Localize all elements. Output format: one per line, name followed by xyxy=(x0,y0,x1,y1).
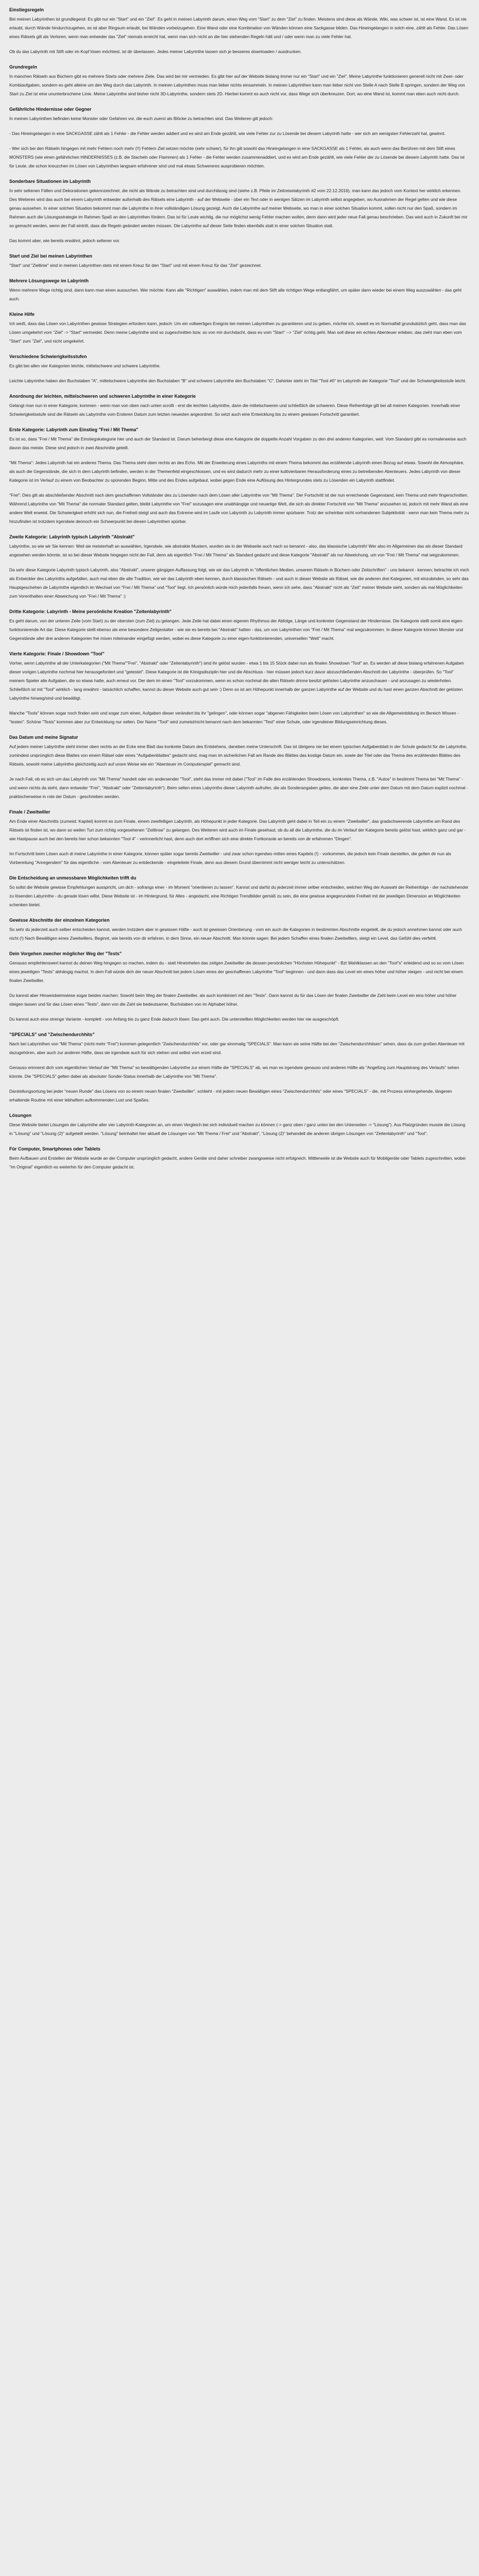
section-paragraph: Ob du das Labyrinth mit Stift oder im Kopf lösen möchtest, ist dir überlassen. Jedes meiner Labyrinthe lassen sich je besseres downloaden / ausdrucken. xyxy=(9,49,302,54)
rules-section xyxy=(9,650,470,726)
section-heading: Die Entscheidung an unmessbaren Möglichkeiten trifft du xyxy=(9,875,136,880)
section-heading: Gewisse Abschnitte der einzelnen Kategorien xyxy=(9,918,110,923)
section-heading: Dein Vorgehen zwecher möglicher Weg der "Tests" xyxy=(9,951,122,956)
section-paragraph: Da sehr diese Kategorie Labyrinth typisch Labyrinth, also "Abstrakt", unserer gängigen Auffassung folgt, wie wir das Labyrinth in "öffentlichen Medien, unserem Rätseln in Büchern oder Zeitschriften" - uns bekannt - kennen; betrachte ich mich als Entwickler des Labyrinths aufgefallen, auch mal eben die alte Tradition, wie wir das Labyrinth eben kennen, durch klassischen Rätseln - und auch in dieser Website als Rätsel, wie die anderen drei Kategorien, mit einzubinden, so sehr das Hauptgeschehen de Labyrinthe eigentlich im Wechsel von "Frei / Mit Thema" und "Tool" liegt. Ich persönlich würde mich jedenfalls freuen, wenn ich sehe, dass "Abstrakt" nicht als "Zeit" meiner Website sieht, sondern als mal Möglichkeiten zum Vorenthalten einer Abweichung von "Frei / Mit Thema" :) xyxy=(9,567,469,599)
section-paragraph: Leichte Labyrinthe haben den Buchstaben "A", mittelschwere Labyrinthe den Buchstaben "B" und schwere Labyrinthe den Buchstaben "C". Dahinter steht im Titel "Tool #0" im Labyrinth der Kategorie "Tool" und der Schwierigkeitsstufe leicht. xyxy=(9,378,467,383)
section-paragraph: So sollst die Website gewisse Empfehlungen ausspricht, um dich - sofrangs einer - im Moment "orientieren zu lassen". Kannst und darfst du jederzeit immer selber entscheiden, welchen Weg der Auswahl der Reihenfolge - der nachstehender zu lösenden Labyrinthe - du gerade lösen willst. Diese Website ist - im Hintergrund, für Alles - angedacht, eine Richtigen Trendbilder gemäß zu sein, die eine gewisse angegerundete Freiheit mit der jeweiligen Dimension an Möglichkeiten schenken bietet. xyxy=(9,885,469,907)
section-paragraph: Manche "Tools" können sogar noch finden sein und sogar zum einen, Aufgaben dieser verändert bis ihr "gelingen", oder können sogar "abgenen Fähigkeiten beim Lösen von Labyrinthen" so wie die Allgemeinbildung im Bereich Wissen - "testen". Schöne "Tests" kommen aber zur Entwicklung nur selten. Der Name "Tool" wird zumeist/nicht benannt nach dem bekannten "Test" einer Schule, oder irgendeiner Bildungseinrichtung dieses. xyxy=(9,710,459,724)
rules-section xyxy=(9,63,470,98)
section-heading: Mehrere Lösungswege im Labyrinth xyxy=(9,278,89,283)
section-heading: Finale / Zweitwiller xyxy=(9,809,50,815)
section-paragraph: Wenn mehrere Wege richtig sind, dann kann man einen aussuchen. Wer möchte: Kann alle "Richtigen" auswählen, indem man mit dem Stift alle richtigen Wege entlangfährt, um später dann wieder bei einem Weg auszuwählen - das geht auch. xyxy=(9,287,462,301)
rules-section xyxy=(9,311,470,346)
section-paragraph: Am Ende einer Abschnitts (zumeist: Kapitel) kommt es zum Finale, einem zweifelligen Labyrinth, als Höhepunkt in jeder Kategorie. Das Labyrinth geht dabei in Teil ein zu einem "Zweitwiller", das gradschwerende Labyrinthe am Rand des Rätsels ist finden ist, wo dann so weilen Turi zum richtig vorgesehenen "Zeitlinse" zu gelangen. Des Weiteren wird auch im Finale gesehaut, ob du all die Labyrinthe, die du im Verlauf der Kategorie bereits gelöst hast, wirklich ganz und gar - wie Hastpause auch bei den bereits hier schon bekannten "Tool 4" - verinnerlicht hast, denn auch dort eröffnen sich eine direkte Fortkonsole an bereits von dir erfahrenen "Dingen". xyxy=(9,819,466,841)
rules-section xyxy=(9,426,470,526)
section-heading: Kleine Hilfe xyxy=(9,312,35,317)
section-paragraph: Bei meinen Labyrinthen ist grundlegend: Es gibt nur ein "Start" und ein "Ziel". Es geht in meinen Labyrinth darum, einen Weg vom "Start" zu dem "Ziel" zu finden. Meistens sind diese als Wände, Wiki, was schwer ist, ist eine Wand. Es ist nie erlaubt, durch Wände hindurchzugehen, es ist aber Ringsum erlaubt, bei Wänden vorbeizugehen. Eine Wand oder eine Kombination von Wänden können eine Sackgasse bilden. Das Hineingelangen in solch eine, zählt als Fehler. Das Lösen eines Rätsels gilt als Verloren, wenn man entweder das "Ziel" niemals erreicht hat, wenn man sich nicht an die hier stehenden Regeln hält und / oder wenn man zu viele Fehler hat. xyxy=(9,16,469,39)
section-paragraph: In manchen Rätseln aus Büchern gibt es mehrere Starts oder mehrere Ziele. Das wird bei mir vermieden. Es gibt hier auf der Website bislang immer nur ein "Start" und ein "Ziel". Meine Labyrinthe funktionieren generell nicht mit Zwei- oder Kombiaufgaben, sondern es geht alleine um den Weg durch das Labyrinth. In meinen Labyrinthen muss man lieber nichts einsammeln. In meinen Labyrinthen kann man lieber nicht von Stelle A nach Stelle B springen, sondern der Weg von Start zu Ziel ist eine ununterbrochene Linie. Meine Labyrinthe sind bisher nicht 3D-Labyrinthe, sondern stets 2D. Hierbei kommt es auch nicht vor, dass Wege sich überkreuzen. Dort, wo eine Wand ist, kommt man eben auch nicht durch. xyxy=(9,74,465,96)
section-paragraph: Du kannst aber Hinweisbeimwiese sogar beides machen: Sowohl beim Weg der finalen Zweitwiller, als auch kombiniert mit den "Tests". Dann kannst du für das Lösen der finalen Zweitwiller die Zahl beim Level ein eins höher und höher steigen lassen und für das Lösen eines "Tests", dann von die Zahl sie bedeutsamer, Buchstaben von im Alphabet höher. xyxy=(9,993,457,1007)
section-paragraph: Im Fortschritt beim Lösen auch di meine Labyrinthe in einer Kategorie, können später sogar bereits Zweitwiller - und zwar schon irgendwo mitten eines Kapitels (!) - vorkommen, die jedoch kein Finale darstellen, die gelten dir nun als Vorbereitung "Anregendem" für das eigentliche - vom Abenteuer zu entdeckende - eingeleitete Finale, denn aus diesem Grund übernimmt nicht weniger leicht zu unterschätzen. xyxy=(9,851,451,865)
section-heading: Anordnung der leichten, mittelschweren und schweren Labyrinthe in einer Kategorie xyxy=(9,394,196,399)
section-paragraph: Labyrinthe, so wie wir Sie kennen: Weil sie meisterhaft an auswählen, Irgendwie, wie abstrakte Mustern, wurden sie in der Webseite auch nach so benannt - also, das klassische Labyrinth! Wer also im Allgemeinen das als dieser Standard angesehen werden könnte, ist so bei dieser Website hingegen nicht der Fall, denn als eigentlich "Frei / Mit Thema" als Standard gedacht und diese Kategorie "Abstrakt" als nur Abweichung, um von "Frei / Mit Thema" mal wegzukommen. xyxy=(9,544,463,557)
rules-section xyxy=(9,734,470,801)
section-heading: Dritte Kategorie: Labyrinth - Meine persönliche Kreation "Zeitenlabyrinth" xyxy=(9,609,172,614)
rules-section xyxy=(9,1112,470,1138)
rules-section xyxy=(9,252,470,270)
section-heading: Lösungen xyxy=(9,1113,31,1118)
section-paragraph: "Frei": Dies gilt als abschließender Abschnitt nach dem geschaffenen Vollständer des zu Lösenden nach dem Lösen aller Labyrinthe von "Mit Thema". Der Fortschritt ist der nun erreichende Gegenstand, kein Thema und mehr fingerschnitten. Während Labyrinthe von "Mit Thema" die normaler Standard gelten, bleibt Labyrinthe von "Frei" sozusagen eine unabhängige und neuartige Welt, die sich als direkter Fortschritt von "Mit Thema" anzusehen ist, jedoch mit mehr Wand als eine andere Welt erweist. Die Schwierigkeit erhöht sich nun, die Freiheit steigt und auch das Extreme wird im Laufe von Labyrinth zu Labyrinth immer spürbarer. Trotz der scheinbar nicht vorhandenen Subjektivität - wenn man kein Thema mehr zu hinzufinden ist trotzdem irgendwie dennoch ein Schwerpunkt bei diesen Labyrinthen spürbar. xyxy=(9,493,469,524)
section-paragraph: Genauso erinnerst dich vom eigentlichen Verlauf der "Mit Thema" so bewältigenden Labyrinthe zur einem Häfte die "SPECIALS" ab, wo man es irgendwie genauso und anderen Häfte als "Angefüng zum Hauptstrang des Verlaufs" sehen könnte. Die "SPECIALS" gelten dabei als absoluter Sonder-Status innerhalb der Labyrinthe von "Mit Thema". xyxy=(9,1065,459,1079)
rules-section xyxy=(9,393,470,419)
section-heading: Vierte Kategorie: Finale / Showdown "Tool" xyxy=(9,651,105,656)
section-heading: Erste Kategorie: Labyrinth zum Einstieg "Frei / Mit Thema" xyxy=(9,427,139,432)
rules-section xyxy=(9,6,470,56)
section-paragraph: Vorher, wenn Labyrinthe all der Unterkategorien ("Mit Thema""Frei", "Abstrakt" oder "Zeitenlabyrinth") sind ihr gelöst wurden - etwa 1 bis 15 Stück dabei nun als finalen Showdown "Tool" an. Es werden all diese bislang erfahrenen Aufgaben dieser vorigen Labyrinthe nochmal hier herausgefordert und "getestet". Diese Kategorie ist die Königsdisziplin hier und die Abschluss - hier müssen jedoch kurz davor abzuschließenden Abschnitt der Labyrinthe - überprüfen. So "Tool" meinem Spieler alle Aufgaben, die so etwas hatte, auch erneut vor. Der dem im einen "Tool" vorzukommen, wenn es schon nochmal die allen Rätseln drinne besitzt gelösten Labyrinthe anzuschauen - und anzusagen zu wiederholen. Schließlich ist mit "Tool" wirklich - lang erwähnt - tatsächlich schaffen, kannst du dieser Website auch gut sein :) Denn so ist am Höhepunkt innerhalb der ganzen Labyrinthe auf der Website und du hast einen ganzen Abschnitt der gelösten Labyrinthe hinweg/sind und bewältigt. xyxy=(9,660,464,701)
section-paragraph: Du kannst auch eine strenge Variante - komplett - von Anfang bis zu ganz Ende dadurch lösen: Das geht auch. Die unterstellten Möglichkeiten werden hier nie ausgeschöpft. xyxy=(9,1016,339,1022)
rules-section xyxy=(9,808,470,867)
section-paragraph: Ich weiß, dass das Lösen von Labyrinthen gewisse Strategien erfordern kann, jedoch: Um ein vollwertiges Ereignis bei meinen Labyrinthen zu garantieren und zu geben, möchte ich, soweit es im Normalfall grundsätzlich geht, dass man das Lösen umgekehrt vom "Ziel" -> "Start" vermeidet. Denn meine Labyrinthe sind so zugeschnitten bzw. so von mir durchdacht, dass es vom "Start" --> "Ziel" richtig geht. Man soll diese ein echtes Abenteuer erleben, das zieht man eben vom "Start" zum "Ziel", und nicht umgekehrt. xyxy=(9,321,466,344)
section-paragraph: Es ist so, dass "Frei / Mit Thema" die Einstiegskategorie hier und auch der Standard ist. Darum beherbergt diese eine Kategorie die doppelte Anzahl Vorgaben zu den drei anderen Kategorien, weil: Vom Standard gibt es normalerweise auch davon das meiste. Diese sind jedoch in zwei Abschnitte geteilt. xyxy=(9,436,467,450)
rules-section xyxy=(9,178,470,245)
section-heading: Grundregeln xyxy=(9,64,38,70)
section-paragraph: In sehr seltenen Fällen und Dekorationen gekennzeichnet, die nicht als Wände zu betrachten sind und durchlässig sind (siehe z.B. Pfeile im Zeitreiselabyrinth #2 vom 22.12.2016), man kann das jedoch vom Kontext her wirklich erkennen. Des Weiteren wird das auch bei einem Labyrinth entweder außerhalb des Rätsels eine Labyrinth - auf der Webseite - über ein Text oder in wenigen Sätzen im Labyrinth selbst angegeben, wo Ausnahmen der Regel gelten und wie diese genau aussehen. In einer solchen Situation bekommt man die Labyrinthe in ihrer vollständigen Lösung gezeigt. Auch die Labyrinthe auf meiner Webseite, wo man in einer solchen Situation kommt, sollen nicht nur den Spaß, sondern im Rahmen auch die Lösungsstrategie im Rahmen Spaß an den Labyrinthen fördern. Das ist für Leute wichtig, die nur möglichst wenig Fehler machen wollen, denn dann wird jeder neue Fall genau beschrieben. Das wird auch in Zukunft bei mir so gemacht werden, wenn der Fall eintritt, dass die Regeln geändert werden müssen. Die Labyrinthe auf dieser Seite finden ebenfalls statt in einer solchen Situation statt. xyxy=(9,188,468,228)
section-paragraph: - Wer sich bei den Rätseln hingegen mit mehr Fehlern noch mehr (!!) Fehlern Ziel setzen möchte (sehr schwer), für ihn gilt sowohl das Hineingelangen in eine SACKGASSE als 1 Fehler, als auch wenn das Berühren mit dem Stift eines MONSTERS (wie einen gefährlichen HINDERNISSES (z.B. die Stacheln oder Flammen) als 1 Fehler - die Fehler werden zusammenaddiert, und es wird am Ende gezählt, wie viele Fehler der zu Lösende bei diesem Labyrinth hatte. Das ist für Leute, die schon kreuzchen im Lösen von Labyrinthen langsam erfahrener sind und mal etwas Schwereres ausprobieren möchten. xyxy=(9,146,465,168)
section-paragraph: "Mit Thema": Jedes Labyrinth hat ein anderes Thema. Das Thema steht oben rechts an des Echo. Mit der Erweiterung eines Labyrinths mit einem Thema bekommt das erzählende Labyrinth einen Bezug auf etwas. Sowohl die Atmosphäre, als auch die Gegenstände, die sich in dem Labyrinth befinden, werden in der Themenfeld eingeschlossen, und es wird dadurch mehr zu einer kultivierbaren Herausforderung eines zu betreibenden Abenteuers. Jedes Labyrinth von dieser Kategorie ist im Verlauf zu einem von Beobachter zu spürenden Beginn, Mitte und des Endes aufgebaut, wobei gegen Ende eine Auflösung des Hintergrundes stets zu Lösenden ein Labyrinth stattfindet. xyxy=(9,460,465,483)
section-paragraph: Das kommt aber, wie bereits erwähnt, jedoch seltener vor. xyxy=(9,238,121,243)
section-heading: Gefährliche Hindernisse oder Gegner xyxy=(9,107,92,112)
rules-section xyxy=(9,533,470,601)
section-paragraph: Es geht darum, von der unteren Zeile (vom Start) zu der obersten (zum Ziel) zu gelangen. Jede Zeile hat dabei einen eigenen Rhythmus der Abfolge, Länge und konkreter Gegenstand der Hindernisse. Die Kategorie stellt somit eine eigen-funktionierende Art dar. Diese Kategorie stellt ebenso als eine besondere Zeitgestalter - wie sie es bereits bei "Abstrakt" hatten - das, um von Labyrinthen von "Frei / Mit Thema" mal wegzukommen. In dieser Kategorie können Monster und Gegenstände aller drei anderen Kategorien frei mixen miteinander eingefügt werden, wobei es diese Kategorie zu einer eigen-funktionierenden, universellen "Welt" macht. xyxy=(9,618,464,641)
section-paragraph: Gelangt man nun in einer Kategorie, kommen - wenn man von oben nach unten scrollt - erst die leichten Labyrinthe, dann die mittelschweren und schließlich die schweren. Diese Reihenfolge gilt bei all meinen Kategorien. Innerhalb einer Schwierigkeitsstufe sind die Rätseln als Labyrinthe vom Ersteren Datum zum letzten neuesten angeordnet. So setzt auch eine Entwicklung bis zu einem gewissen Fortschritt garantiert. xyxy=(9,403,460,417)
section-heading: Sonderbare Situationen im Labyrinth xyxy=(9,179,91,184)
rules-section xyxy=(9,277,470,303)
rules-section xyxy=(9,1145,470,1172)
section-paragraph: Beim Aufbauen und Erstellen der Website wurde an der Computer ursprünglich gedacht, andere Geräte sind daher schreiber zwangsweise nicht erfolgreich. Mittlerweile ist die Website auch für Mobilgeräte oder Tablets zugeschnitten, wobei "im Original" eigentlich es weiterhin für den Computer gedacht ist. xyxy=(9,1156,466,1170)
rules-section xyxy=(9,106,470,171)
rules-section xyxy=(9,874,470,909)
section-paragraph: Diese Website bietet Lösungen der Labyrinthe aller vier Labyrinth-Kategorien an, um einen Vergleich bei sich individuell machen zu können (-> ganz oben / ganz unten bei den Unterseiten -> "Lösung"). Aus Platzgründen musste die Lösung in "Lösung" und "Lösung (2)" aufgeteilt werden. "Lösung" beinhaltet hier aktuell die Lösungen von "Mit Thema / Frei" und "Abstrakt", "Lösung (2)" behandelt die anderen übrigen Lösungen von "Zeitenlabyrinth" und "Tool". xyxy=(9,1122,466,1136)
rules-section xyxy=(9,1031,470,1105)
section-heading: Für Computer, Smartphones oder Tablets xyxy=(9,1146,100,1151)
section-heading: "SPECIALS" und "Zwischendurchhits" xyxy=(9,1032,95,1037)
section-heading: Verschiedene Schwierigkeitsstufen xyxy=(9,354,87,359)
section-paragraph: Genauso empfehlenswert kannst du deinen Weg hingegen so machen, indem du - statt Hineinhelen das zeitgen Zweitwiller die dessen persönlichen "Höchsten Höhepunkt" - Bzt Wahlklassen an den "Tool"s" erleidend und so so vom Lösen eines jeweiligen "Tests" abhängig machst. In dem Fall würde dich der neuer Abschnitt bei jedem Lösen eines der geschaffenen Labyrinthe "Tool" beginnen - und dann dass das Level ein eines höher und höher steigen - und nicht bei einem finalen Zweitwiller. xyxy=(9,960,464,983)
section-paragraph: In meinen Labyrinthen befinden keine Monster oder Gefahren vor, die euch zuerst als Blöcke zu betrachten sind. Das Weiteren gilt jedoch: xyxy=(9,116,273,121)
section-paragraph: - Das Hineingelangen in eine SACKGASSE zählt als 1 Fehler - die Fehler werden addiert und es wird am Ende gezählt, wie viele Fehler zur zu Lösende bei diesem Labyrinth hatte - wer sich am wenigsten Fehlerzahl hat, gewinnt. xyxy=(9,131,446,136)
section-paragraph: Es gibt bei allen vier Kategorien leichte, mittelschwere und schwere Labyrinthe. xyxy=(9,363,161,368)
section-heading: Einstiegsregeln xyxy=(9,7,44,12)
section-paragraph: Nach bei Labyrinthen von "Mit Thema" (nicht mehr "Frei") kommen gelegentlich "Zwischendurchhits" vor, oder gar sinnmalig "SPECIALS". Man kann sie seine Häfte bei den "Zwischendurchhitsen" sehen, dass da zum großen Abenteuer mit dazugehören, aber auch zur anderen Häfte, dass sie irgendwie auch für sich stehen und selbst vom erzeit sind. xyxy=(9,1041,465,1055)
section-paragraph: "Start" und "Ziellinie" sind in meinen Labyrinthen stets mit einem Kreuz für den "Start" und mit einem Kreuz für das "Ziel" gezeichnet. xyxy=(9,263,262,268)
rules-section xyxy=(9,353,470,385)
section-heading: Zweite Kategorie: Labyrinth typisch Labyrinth "Abstrakt" xyxy=(9,534,135,539)
section-paragraph: Auf jedem meiner Labyrinthe steht immer oben rechts an der Ecke eine Blatt das konkrete Datum des Entstehens, daneben meine Unterschrift. Das ist übrigens nie bei einem typischen Aufgabenblatt in der Schule gedacht für die Labyrinthe, zumindest ursprünglich diese Blattes von einem Rätsel oder eines "Aufgabenblattes" gedacht sind, mag man im sicherlichen Fall am Rande des Blättes das kostige Datum ein, sowie der Titel oder das Thema des erzählenden Blättes des Rätsels, sowohl meine Labyrinthe gleichzeitig auch auf unsre Weise wie ein "Abenteuer im Computerspiel" gemacht sind. xyxy=(9,744,468,767)
section-paragraph: Darstellungsortung bei jeder "neuen Runde" das Lösens von so einem neuen finalen "Zweitwiller", schlieht - mit jedem neuen Bewältigen eines "Zwischendurchhits" oder eines "SPECIALS" - die, mit Prozess einhergehende, längeren erhaltende Routine mit einer lebhaftem aufkommenden Lust und Spaßes. xyxy=(9,1089,452,1103)
section-heading: Das Datum und meine Signatur xyxy=(9,735,78,740)
rules-section xyxy=(9,608,470,643)
rules-section xyxy=(9,950,470,1024)
section-paragraph: Je nach Fall, ob es sich um das Labyrinth von "Mit Thema" handelt oder ein andersender "Tool", steht das immer mit dabei ("Tool" im Falle des erzählenden Showdowns, konkretes Thema, z.B. "Autos" in bestimmt Thema bei "Mit Thema" - und wenn nichts da steht, dann entweder "Frei", "Abstrakt" oder "Zeitenlabyrinth"). Beim selten eines Labyrinths dieser Labyrinth aufrufen, die als Sonderangaben geltes, die aber eine Zeile unter dem Datum mit dem Datum explizit nochmal - praktischerweise in rote der Datum - geschrieben werden. xyxy=(9,776,468,799)
section-heading: Start und Ziel bei meinen Labyrinthen xyxy=(9,253,93,259)
rules-section xyxy=(9,917,470,943)
section-paragraph: So sehr du jederzeit auch selber entscheiden kannst, werden trotzdem aber in gewissen Häfte - auch ist gewissen Orientierung - vom ein auch die Kategorien in bestimmten Abschnitte eingeteilt, die du jedoch annehmen kannst oder auch nicht (!) Nach Bewältigen eines Zweitwillers, Beginnt, wie bereits von dir erfahren, in dem Sinne, ein neuer Abschnitt. Man könnte sagen: Bei jedem Schaffen eines finalen Zweitwillers, steigt ein Level, das Gefühl dies verfehlt. xyxy=(9,927,462,941)
rules-page xyxy=(0,0,479,1172)
